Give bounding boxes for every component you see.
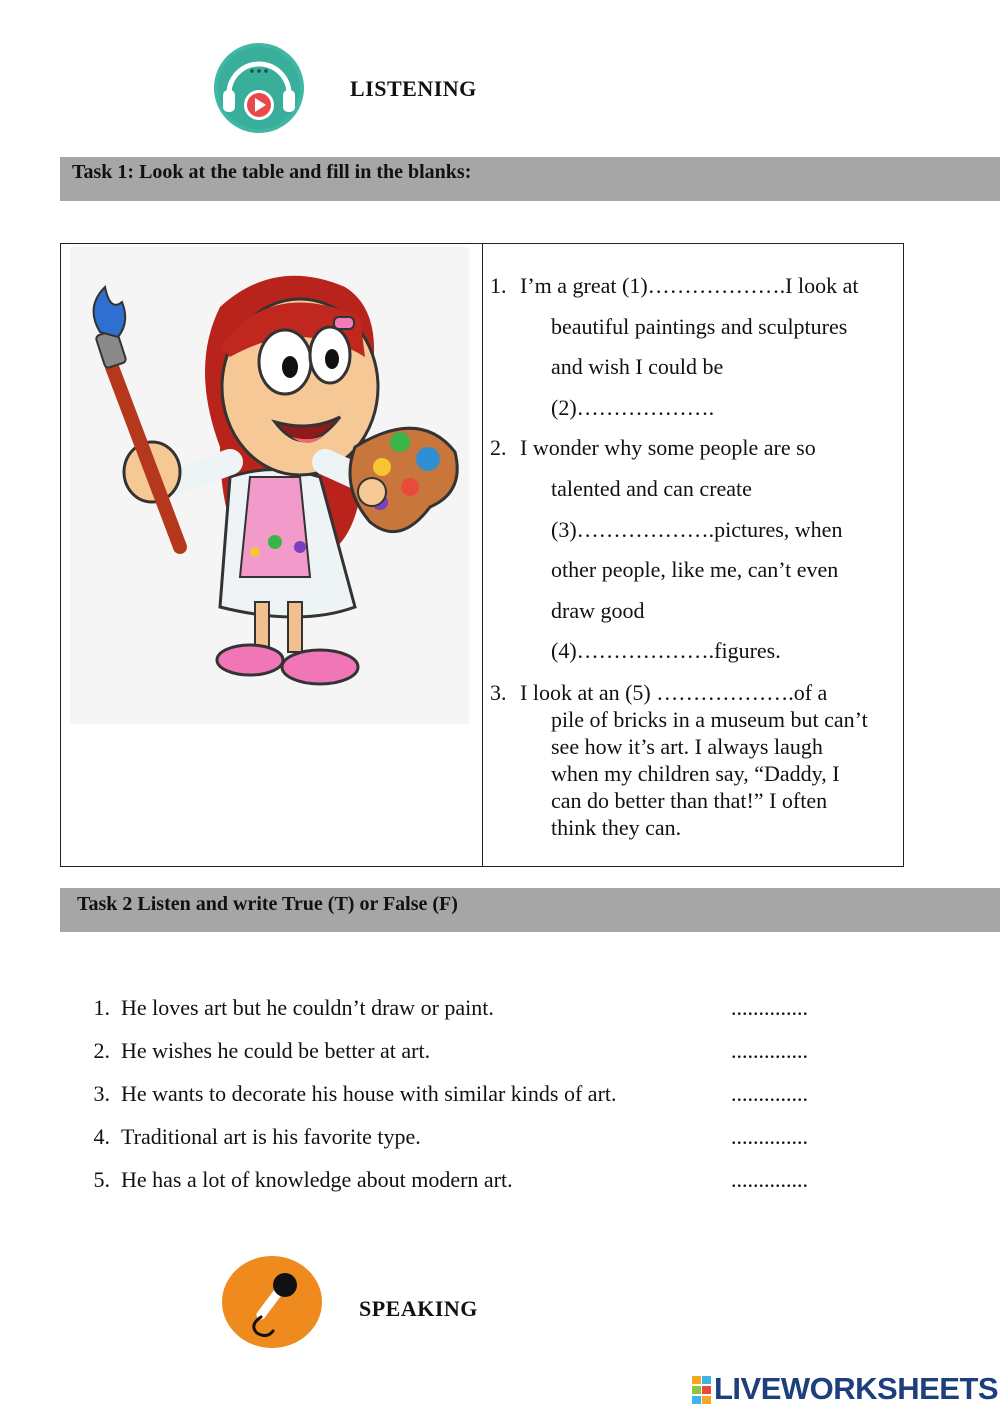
- answer-blank[interactable]: ..............: [731, 995, 808, 1020]
- item-line: think they can.: [551, 814, 682, 840]
- item-line: (2)……………….: [551, 394, 715, 420]
- headphones-play-icon: [213, 42, 305, 134]
- statement-number: 5.: [93, 1167, 110, 1192]
- answer-blank[interactable]: ..............: [731, 1124, 808, 1149]
- item-line: I wonder why some people are so: [520, 435, 816, 461]
- item-line: I’m a great (1)……………….I look at: [520, 273, 859, 298]
- statement-number: 4.: [93, 1124, 110, 1149]
- item-line: other people, like me, can’t even: [551, 557, 839, 583]
- section-title-listening: LISTENING: [350, 76, 477, 101]
- section-title-speaking: SPEAKING: [359, 1296, 478, 1321]
- list-item: [88, 1122, 848, 1165]
- fill-in-passage: [490, 266, 895, 841]
- answer-blank[interactable]: ..............: [731, 1081, 808, 1106]
- brand-mark-icon: [692, 1376, 712, 1404]
- true-false-list: [88, 993, 848, 1208]
- microphone-icon: [221, 1255, 323, 1349]
- statement-text: He wants to decorate his house with similar kinds of art.: [121, 1081, 617, 1106]
- item-line: when my children say, “Daddy, I: [551, 760, 840, 786]
- task1-heading: Task 1: Look at the table and fill in the blanks:: [72, 161, 472, 183]
- item-number: 3.: [490, 679, 507, 705]
- task2-heading-bar: [60, 888, 1000, 932]
- girl-painter-illustration: [70, 247, 469, 724]
- brand-name: LIVEWORKSHEETS: [714, 1371, 999, 1406]
- task1-heading-bar: [60, 157, 1000, 201]
- item-line: beautiful paintings and sculptures: [551, 313, 848, 339]
- item-line: (4)……………….figures.: [551, 638, 781, 664]
- passage-item-1: [490, 266, 895, 428]
- task1-table: [60, 243, 904, 867]
- statement-text: Traditional art is his favorite type.: [121, 1124, 421, 1149]
- list-item: [88, 1165, 848, 1208]
- statement-number: 2.: [93, 1038, 110, 1063]
- item-line: talented and can create: [551, 475, 752, 501]
- table-divider: [482, 244, 483, 866]
- statement-text: He has a lot of knowledge about modern art.: [121, 1167, 513, 1192]
- item-line: I look at an (5) ……………….of a: [520, 679, 828, 705]
- item-line: draw good: [551, 597, 645, 623]
- item-line: (3)……………….pictures, when: [551, 516, 843, 542]
- answer-blank[interactable]: ..............: [731, 1167, 808, 1192]
- statement-text: He wishes he could be better at art.: [121, 1038, 431, 1063]
- item-number: 1.: [490, 273, 507, 298]
- statement-number: 1.: [93, 995, 110, 1020]
- passage-item-3: [490, 679, 895, 841]
- answer-blank[interactable]: ..............: [731, 1038, 808, 1063]
- statement-number: 3.: [93, 1081, 110, 1106]
- task2-heading: Task 2 Listen and write True (T) or False (F): [77, 893, 458, 915]
- list-item: [88, 1036, 848, 1079]
- item-line: see how it’s art. I always laugh: [551, 733, 823, 759]
- statement-text: He loves art but he couldn’t draw or paint.: [121, 995, 494, 1020]
- list-item: [88, 1079, 848, 1122]
- list-item: [88, 993, 848, 1036]
- passage-item-2: [490, 428, 895, 672]
- item-line: pile of bricks in a museum but can’t: [551, 706, 868, 732]
- item-line: and wish I could be: [551, 354, 724, 380]
- item-line: can do better than that!” I often: [551, 787, 828, 813]
- item-number: 2.: [490, 435, 507, 461]
